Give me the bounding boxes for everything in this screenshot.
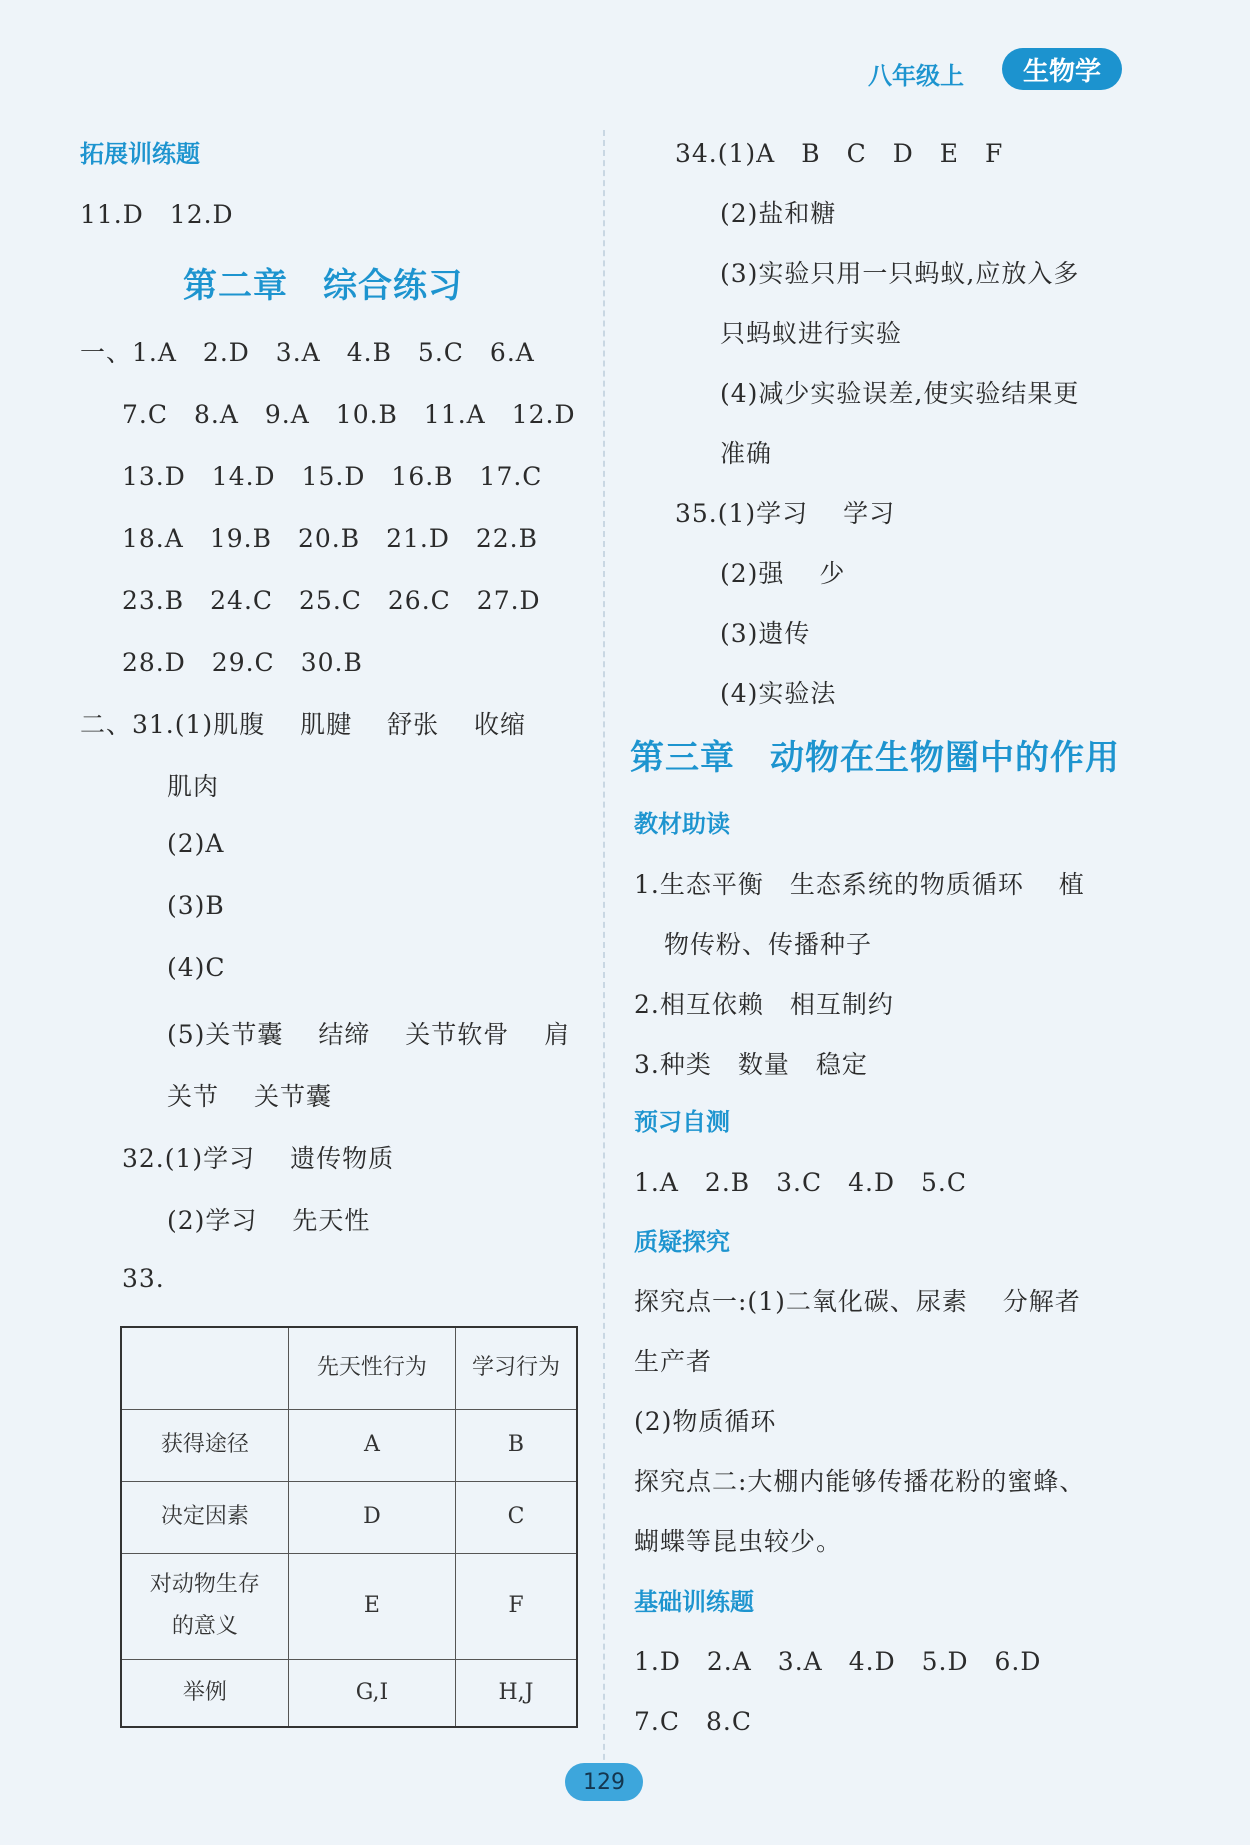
answer-line: 生产者 bbox=[634, 1347, 713, 1376]
table-cell: D bbox=[288, 1481, 455, 1553]
page-number: 129 bbox=[565, 1763, 643, 1801]
chapter-title: 第三章 动物在生物圈中的作用 bbox=[630, 738, 1120, 778]
answer-line: (3)B bbox=[167, 891, 225, 920]
chapter-title: 第二章 综合练习 bbox=[183, 266, 463, 306]
table-cell: A bbox=[288, 1409, 455, 1481]
answer-line: 一、1.A 2.D 3.A 4.B 5.C 6.A bbox=[80, 338, 535, 367]
table-cell: 决定因素 bbox=[121, 1481, 288, 1553]
table-cell: E bbox=[288, 1553, 455, 1659]
answer-line: 35.(1)学习 学习 bbox=[675, 499, 896, 528]
answer-line: 23.B 24.C 25.C 26.C 27.D bbox=[122, 586, 541, 615]
answer-line: 1.生态平衡 生态系统的物质循环 植 bbox=[634, 870, 1085, 899]
table-cell: 获得途径 bbox=[121, 1409, 288, 1481]
table-cell: C bbox=[456, 1481, 577, 1553]
answer-line: 探究点二:大棚内能够传播花粉的蜜蜂、 bbox=[634, 1467, 1086, 1496]
table-cell: B bbox=[456, 1409, 577, 1481]
answer-line: (4)实验法 bbox=[720, 679, 837, 708]
section-title-basic-training: 基础训练题 bbox=[634, 1588, 754, 1616]
answer-line: 18.A 19.B 20.B 21.D 22.B bbox=[122, 524, 539, 553]
section-title-extension: 拓展训练题 bbox=[80, 140, 200, 168]
answer-line: 只蚂蚁进行实验 bbox=[720, 319, 903, 348]
table-cell: 举例 bbox=[121, 1659, 288, 1727]
behavior-comparison-table bbox=[120, 1326, 578, 1728]
answer-line: (2)物质循环 bbox=[634, 1407, 777, 1436]
answer-line: (4)减少实验误差,使实验结果更 bbox=[720, 379, 1080, 408]
answer-line: (2)盐和糖 bbox=[720, 199, 837, 228]
answer-line: (2)学习 先天性 bbox=[167, 1206, 371, 1235]
answer-line: (2)强 少 bbox=[720, 559, 846, 588]
answer-line: 33. bbox=[122, 1264, 165, 1293]
answer-line: (4)C bbox=[167, 953, 226, 982]
answer-line: 11.D 12.D bbox=[80, 200, 234, 229]
answer-line: (3)遗传 bbox=[720, 619, 811, 648]
answer-line: 2.相互依赖 相互制约 bbox=[634, 990, 894, 1019]
answer-line: 准确 bbox=[720, 439, 773, 468]
table-header-cell: 学习行为 bbox=[456, 1327, 577, 1409]
answer-line: 3.种类 数量 稳定 bbox=[634, 1050, 868, 1079]
answer-line: 1.A 2.B 3.C 4.D 5.C bbox=[634, 1168, 967, 1197]
answer-line: 探究点一:(1)二氧化碳、尿素 分解者 bbox=[634, 1287, 1081, 1316]
table-row bbox=[121, 1659, 577, 1727]
table-cell: F bbox=[456, 1553, 577, 1659]
table-header-cell: 先天性行为 bbox=[288, 1327, 455, 1409]
answer-line: 28.D 29.C 30.B bbox=[122, 648, 363, 677]
section-title-inquiry: 质疑探究 bbox=[634, 1228, 730, 1256]
section-title-preview-test: 预习自测 bbox=[634, 1108, 730, 1136]
table-cell: G,I bbox=[288, 1659, 455, 1727]
table-cell: 对动物生存的意义 bbox=[121, 1553, 288, 1659]
grade-label: 八年级上 bbox=[868, 62, 964, 90]
table-row bbox=[121, 1481, 577, 1553]
answer-line: (2)A bbox=[167, 829, 225, 858]
answer-line: 关节 关节囊 bbox=[167, 1082, 332, 1111]
answer-line: 物传粉、传播种子 bbox=[664, 930, 873, 959]
answer-line: 7.C 8.C bbox=[634, 1707, 752, 1736]
answer-line: 32.(1)学习 遗传物质 bbox=[122, 1144, 395, 1173]
table-cell bbox=[121, 1327, 288, 1409]
answer-line: 二、31.(1)肌腹 肌腱 舒张 收缩 bbox=[80, 710, 527, 739]
answer-line: 13.D 14.D 15.D 16.B 17.C bbox=[122, 462, 543, 491]
table-cell: H,J bbox=[456, 1659, 577, 1727]
answer-line: 1.D 2.A 3.A 4.D 5.D 6.D bbox=[634, 1647, 1042, 1676]
answer-line: 34.(1)A B C D E F bbox=[675, 139, 1004, 168]
answer-line: 蝴蝶等昆虫较少。 bbox=[634, 1527, 843, 1556]
table-row bbox=[121, 1553, 577, 1659]
section-title-textbook-reading: 教材助读 bbox=[634, 810, 730, 838]
subject-badge: 生物学 bbox=[1002, 48, 1122, 90]
answer-line: 肌肉 bbox=[167, 772, 220, 801]
answer-line: 7.C 8.A 9.A 10.B 11.A 12.D bbox=[122, 400, 576, 429]
answer-line: (5)关节囊 结缔 关节软骨 肩 bbox=[167, 1020, 571, 1049]
column-divider bbox=[603, 130, 605, 1800]
table-row bbox=[121, 1409, 577, 1481]
answer-line: (3)实验只用一只蚂蚁,应放入多 bbox=[720, 259, 1080, 288]
table-row bbox=[121, 1327, 577, 1409]
